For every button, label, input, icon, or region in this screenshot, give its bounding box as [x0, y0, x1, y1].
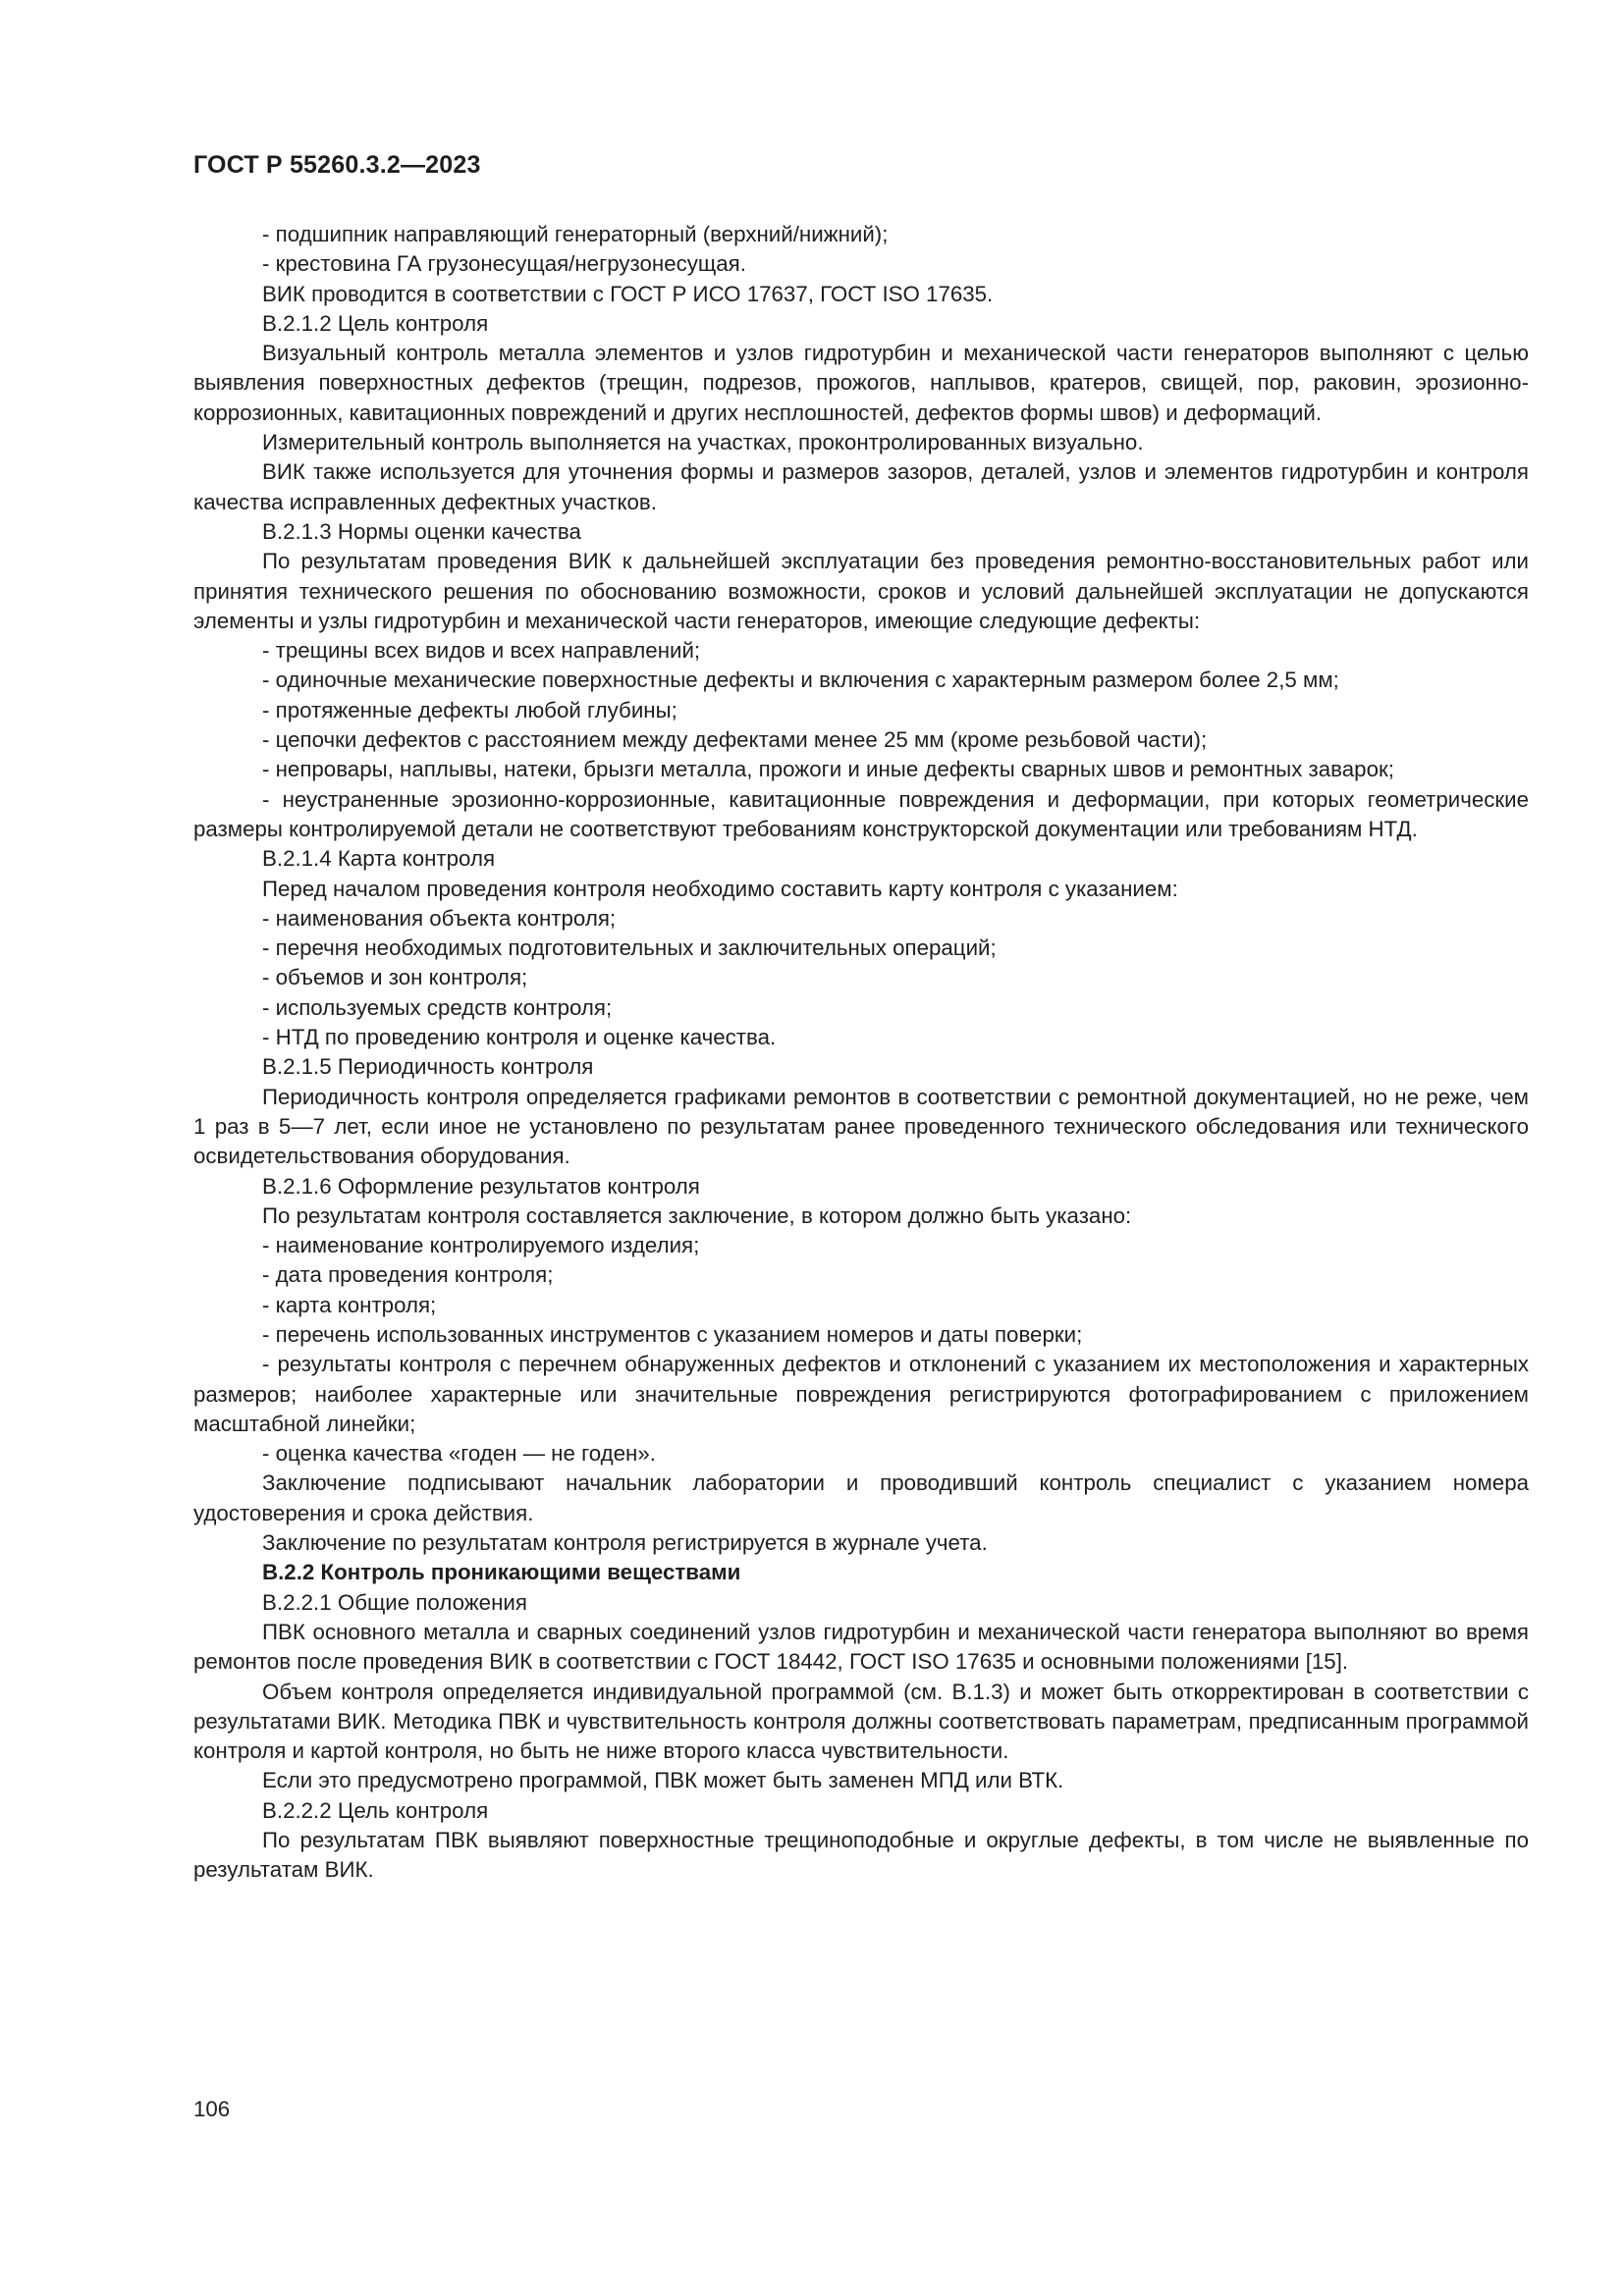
paragraph: - оценка качества «годен — не годен».: [262, 1441, 656, 1467]
paragraph: Измерительный контроль выполняется на участках, проконтролированных визуально.: [262, 430, 1144, 455]
paragraph: Перед началом проведения контроля необходимо составить карту контроля с указанием:: [262, 876, 1178, 901]
paragraph: - неустраненные эрозионно-коррозионные, кавитационные повреждения и деформации, при которых геометрические размеры контролируемой детали не соответствуют требованиям конструкторской документации или требованиям НТД.: [193, 786, 1529, 841]
paragraph: Если это предусмотрено программой, ПВК может быть заменен МПД или ВТК.: [262, 1768, 1064, 1793]
paragraph: ВИК проводится в соответствии с ГОСТ Р ИСО 17637, ГОСТ ISO 17635.: [262, 281, 994, 306]
paragraph: ВИК также используется для уточнения формы и размеров зазоров, деталей, узлов и элементов гидротурбин и контроля качества исправленных дефектных участков.: [193, 459, 1529, 514]
paragraph: - перечень использованных инструментов с указанием номеров и даты поверки;: [262, 1321, 1083, 1347]
paragraph: - дата проведения контроля;: [262, 1262, 554, 1288]
paragraph: В.2.1.2 Цель контроля: [262, 310, 489, 336]
paragraph: По результатам проведения ВИК к дальнейшей эксплуатации без проведения ремонтно-восстановительных работ или принятия технического решения по обоснованию возможности, сроков и условий дальнейшей эксплуатации не допускаются элементы и узлы гидротурбин и механической части генераторов, имеющие следующие дефекты:: [193, 549, 1529, 633]
paragraph: - непровары, наплывы, натеки, брызги металла, прожоги и иные дефекты сварных швов и ремонтных заварок;: [262, 757, 1394, 782]
paragraph: В.2.2.2 Цель контроля: [262, 1797, 489, 1823]
paragraph: - крестовина ГА грузонесущая/негрузонесущая.: [262, 251, 746, 277]
paragraph: - одиночные механические поверхностные дефекты и включения с характерным размером более 2,5 мм;: [262, 667, 1339, 693]
paragraph: В.2.1.3 Нормы оценки качества: [262, 518, 581, 544]
paragraph: В.2.2.1 Общие положения: [262, 1589, 527, 1615]
paragraph: - трещины всех видов и всех направлений;: [262, 638, 701, 664]
paragraph: В.2.1.5 Периодичность контроля: [262, 1054, 594, 1080]
paragraph: - цепочки дефектов с расстоянием между дефектами менее 25 мм (кроме резьбовой части);: [262, 727, 1208, 753]
paragraph: Заключение подписывают начальник лаборатории и проводивший контроль специалист с указанием номера удостоверения и срока действия.: [193, 1470, 1529, 1525]
page-number: 106: [193, 2097, 231, 2121]
paragraph: В.2.1.4 Карта контроля: [262, 846, 496, 872]
paragraph: Визуальный контроль металла элементов и узлов гидротурбин и механической части генераторов выполняют с целью выявления поверхностных дефектов (трещин, подрезов, прожогов, наплывов, кратеров, свищей, пор, раковин, эрозионно-коррозионных, кавитационных повреждений и других несплошностей, дефектов формы швов) и деформаций.: [193, 341, 1529, 425]
section-heading: В.2.2 Контроль проникающими веществами: [262, 1560, 741, 1585]
paragraph: - результаты контроля с перечнем обнаруженных дефектов и отклонений с указанием их местоположения и характерных размеров; наиболее характерные или значительные повреждения регистрируются фотографированием с приложением масштабной линейки;: [193, 1352, 1529, 1436]
paragraph: По результатам контроля составляется заключение, в котором должно быть указано:: [262, 1202, 1132, 1228]
paragraph: Заключение по результатам контроля регистрируется в журнале учета.: [262, 1530, 988, 1556]
paragraph: Объем контроля определяется индивидуальной программой (см. В.1.3) и может быть откорректирован в соответствии с результатами ВИК. Методика ПВК и чувствительность контроля должны соответствовать параметрам, предписанным программой контроля и картой контроля, но быть не ниже второго класса чувствительности.: [193, 1679, 1529, 1764]
paragraph: - карта контроля;: [262, 1292, 437, 1317]
document-body: [193, 220, 1529, 1886]
paragraph: - НТД по проведению контроля и оценке качества.: [262, 1025, 777, 1050]
paragraph: - объемов и зон контроля;: [262, 965, 528, 990]
paragraph: - используемых средств контроля;: [262, 994, 613, 1020]
paragraph: По результатам ПВК выявляют поверхностные трещиноподобные и округлые дефекты, в том числе не выявленные по результатам ВИК.: [193, 1828, 1529, 1883]
document-header: ГОСТ Р 55260.3.2—2023: [193, 151, 481, 179]
paragraph: - подшипник направляющий генераторный (верхний/нижний);: [262, 222, 889, 246]
paragraph: - протяженные дефекты любой глубины;: [262, 697, 677, 722]
paragraph: ПВК основного металла и сварных соединений узлов гидротурбин и механической части генератора выполняют во время ремонтов после проведения ВИК в соответствии с ГОСТ 18442, ГОСТ ISO 17635 и основными положениями [15].: [193, 1619, 1529, 1675]
paragraph: В.2.1.6 Оформление результатов контроля: [262, 1173, 700, 1199]
paragraph: - наименование контролируемого изделия;: [262, 1233, 700, 1258]
paragraph: - перечня необходимых подготовительных и заключительных операций;: [262, 935, 997, 961]
paragraph: - наименования объекта контроля;: [262, 905, 617, 931]
paragraph: Периодичность контроля определяется графиками ремонтов в соответствии с ремонтной документацией, но не реже, чем 1 раз в 5—7 лет, если иное не установлено по результатам ранее проведенного технического обследования или технического освидетельствования оборудования.: [193, 1084, 1529, 1169]
